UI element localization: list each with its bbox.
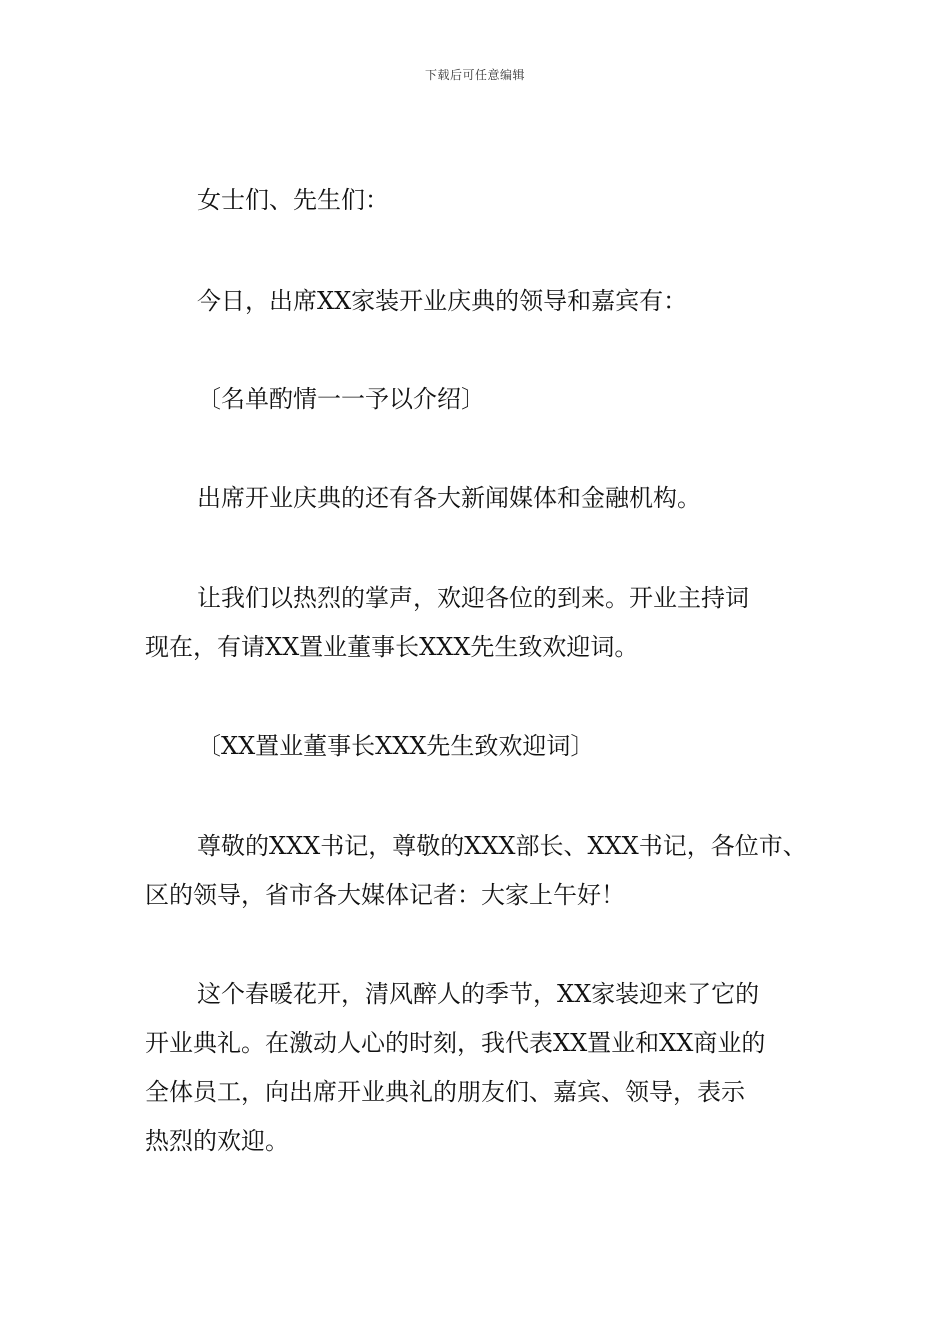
- text-line: 让我们以热烈的掌声，欢迎各位的到来。开业主持词: [197, 584, 749, 612]
- paragraph-guests-intro: [197, 277, 687, 326]
- paragraph-media-attendance: [197, 474, 701, 523]
- text-line: 女士们、先生们：: [197, 186, 389, 214]
- text-line: 全体员工，向出席开业典礼的朋友们、嘉宾、领导，表示: [145, 1078, 745, 1106]
- paragraph-greeting: [145, 822, 807, 920]
- text-line: 开业典礼。在激动人心的时刻，我代表XX置业和XX商业的: [145, 1029, 766, 1057]
- text-line: 今日，出席XX家装开业庆典的领导和嘉宾有：: [197, 287, 688, 315]
- paragraph-name-list-note: [197, 375, 485, 424]
- paragraph-salutation: [197, 176, 389, 225]
- header-note: 下载后可任意编辑: [424, 68, 525, 82]
- paragraph-welcome-applause: [145, 574, 749, 672]
- paragraph-chairman-speech-note: [197, 722, 594, 771]
- paragraph-opening-ceremony: [145, 970, 765, 1166]
- text-line: 〔名单酌情一一予以介绍〕: [197, 385, 485, 413]
- text-line: 〔XX置业董事长XXX先生致欢迎词〕: [197, 732, 595, 760]
- text-line: 尊敬的XXX书记，尊敬的XXX部长、XXX书记，各位市、: [197, 832, 807, 860]
- text-line: 这个春暖花开，清风醉人的季节，XX家装迎来了它的: [197, 980, 760, 1008]
- text-line: 热烈的欢迎。: [145, 1127, 289, 1155]
- text-line: 区的领导，省市各大媒体记者：大家上午好！: [145, 881, 625, 909]
- text-line: 出席开业庆典的还有各大新闻媒体和金融机构。: [197, 484, 701, 512]
- text-line: 现在，有请XX置业董事长XXX先生致欢迎词。: [145, 633, 639, 661]
